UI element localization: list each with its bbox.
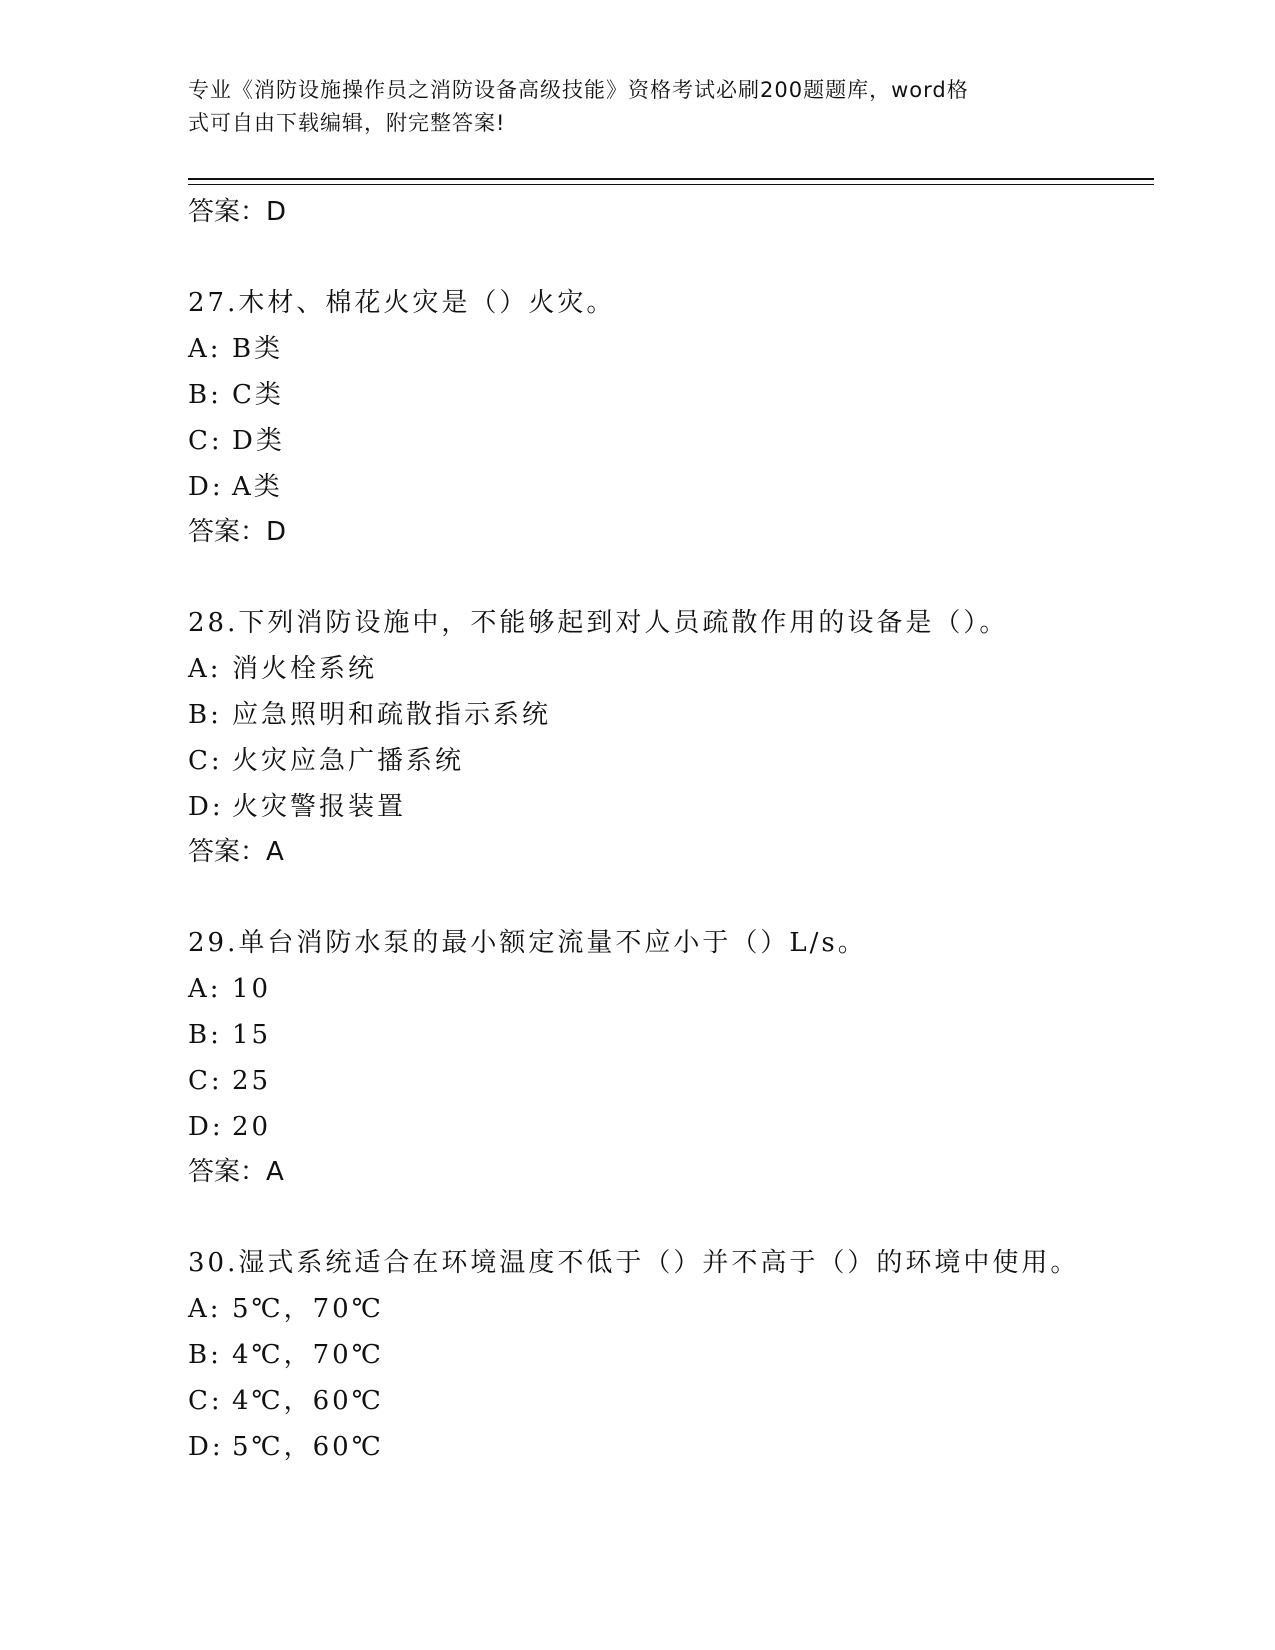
option-c	[188, 1058, 1154, 1104]
question-text: 29.单台消防水泵的最小额定流量不应小于（）L/s。	[188, 928, 867, 958]
header-divider-thick	[188, 178, 1154, 180]
option-b	[188, 1012, 1154, 1058]
question-28	[188, 601, 1154, 875]
option-a	[188, 966, 1154, 1012]
option-a	[188, 646, 1154, 692]
option-value: 消火栓系统	[232, 654, 378, 684]
option-key: D:	[188, 1112, 224, 1142]
option-key: A:	[188, 654, 222, 684]
option-value: 25	[232, 1066, 272, 1096]
option-key: B:	[188, 700, 222, 730]
option-value: 火灾应急广播系统	[232, 746, 465, 776]
option-value: 5℃，60℃	[232, 1432, 384, 1462]
answer-29: 答案：A	[188, 1157, 284, 1187]
option-value: D类	[232, 426, 285, 456]
option-value: B类	[232, 334, 284, 364]
question-30	[188, 1241, 1154, 1470]
question-list	[188, 190, 1154, 1470]
option-value: C类	[232, 380, 284, 410]
option-value: 20	[232, 1112, 272, 1142]
answer-27: 答案：D	[188, 517, 287, 547]
option-b	[188, 692, 1154, 738]
option-d	[188, 1424, 1154, 1470]
option-value: 5℃，70℃	[232, 1294, 384, 1324]
option-key: B:	[188, 1020, 222, 1050]
option-key: C:	[188, 426, 223, 456]
header-divider-thin	[188, 184, 1154, 185]
header-line-1: 专业《消防设施操作员之消防设备高级技能》资格考试必刷200题题库，word格	[188, 78, 969, 102]
header-line-2: 式可自由下载编辑，附完整答案!	[188, 111, 506, 135]
option-d	[188, 1104, 1154, 1150]
option-key: C:	[188, 746, 223, 776]
option-a	[188, 326, 1154, 372]
answer-previous: 答案：D	[188, 197, 287, 227]
option-key: B:	[188, 380, 222, 410]
option-d	[188, 784, 1154, 830]
question-text: 27.木材、棉花火灾是（）火灾。	[188, 288, 616, 318]
option-value: 10	[232, 974, 272, 1004]
question-text: 30.湿式系统适合在环境温度不低于（）并不高于（）的环境中使用。	[188, 1248, 1080, 1278]
option-c	[188, 1378, 1154, 1424]
option-key: D:	[188, 472, 224, 502]
option-value: 火灾警报装置	[232, 792, 407, 822]
option-value: 4℃，70℃	[232, 1340, 384, 1370]
option-c	[188, 418, 1154, 464]
option-d	[188, 464, 1154, 510]
option-value: 15	[232, 1020, 272, 1050]
option-key: A:	[188, 1294, 222, 1324]
option-value: 应急照明和疏散指示系统	[232, 700, 552, 730]
option-key: B:	[188, 1340, 222, 1370]
question-29	[188, 921, 1154, 1195]
question-27	[188, 281, 1154, 555]
option-key: D:	[188, 792, 224, 822]
option-key: A:	[188, 974, 222, 1004]
option-key: A:	[188, 334, 222, 364]
option-b	[188, 372, 1154, 418]
option-a	[188, 1286, 1154, 1332]
answer-28: 答案：A	[188, 837, 284, 867]
option-key: D:	[188, 1432, 224, 1462]
option-value: A类	[232, 472, 283, 502]
option-value: 4℃，60℃	[232, 1386, 384, 1416]
question-text: 28.下列消防设施中，不能够起到对人员疏散作用的设备是（）。	[188, 608, 1009, 638]
option-c	[188, 738, 1154, 784]
option-b	[188, 1332, 1154, 1378]
option-key: C:	[188, 1386, 223, 1416]
option-key: C:	[188, 1066, 223, 1096]
document-header	[188, 74, 1088, 140]
